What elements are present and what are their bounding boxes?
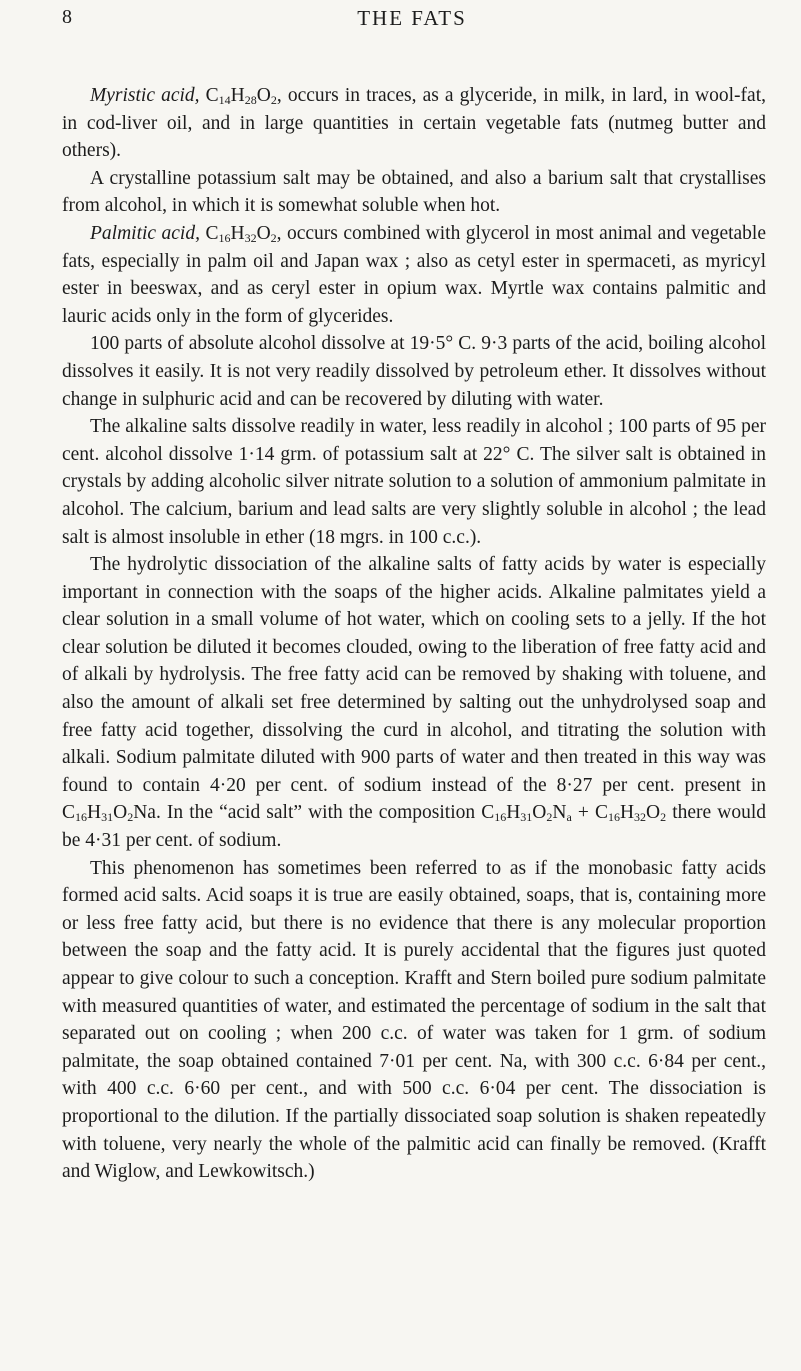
body-text <box>62 82 766 1186</box>
acid-salts-paragraph: This phenomenon has sometimes been referred to as if the monobasic fatty acids formed acid salts. Acid soaps it is true are easily obtained, soaps, that is, containing more or less free fatty acid, but there is no evidence that there is any molecular proportion between the soap and the fatty acid. It is purely accidental that the figures just quoted appear to give colour to such a conception. Krafft and Stern boiled pure sodium palmitate with measured quantities of water, and estimated the percentage of sodium in the salt that separated out on cooling ; when 200 c.c. of water was taken for 1 grm. of sodium palmitate, the soap obtained contained 7·01 per cent. Na, with 300 c.c. 6·84 per cent., with 400 c.c. 6·60 per cent., and with 500 c.c. 6·04 per cent. The dissociation is proportional to the dilution. If the partially dissociated soap solution is shaken repeatedly with toluene, very nearly the whole of the palmitic acid can finally be removed. (Krafft and Wiglow, and Lewkowitsch.) <box>62 857 766 1183</box>
myristic-acid-name: Myristic acid, <box>90 85 200 106</box>
running-head: THE FATS <box>357 6 467 30</box>
palmitic-formula: $C_{16}H_{32}O_2$ <box>205 222 277 245</box>
myristic-formula: $C_{14}H_{28}O_2$ <box>205 85 277 107</box>
palmitic-solubility-paragraph: 100 parts of absolute alcohol dissolve at 19·5° C. 9·3 parts of the acid, boiling alcohol dissolves it easily. It is not very readily dissolved by petroleum ether. It dissolves without change in sulphuric acid and can be recovered by diluting with water. <box>62 333 766 410</box>
alkaline-salts-paragraph: The alkaline salts dissolve readily in water, less readily in alcohol ; 100 parts of 95 per cent. alcohol dissolve 1·14 grm. of potassium salt at 22° C. The silver salt is obtained in crystals by adding alcoholic silver nitrate solution to a solution of ammonium palmitate in alcohol. The calcium, barium and lead salts are very slightly soluble in alcohol ; the lead salt is almost insoluble in ether (18 mgrs. in 100 c.c.). <box>62 416 766 548</box>
palmitic-acid-name: Palmitic acid, <box>90 222 200 244</box>
myristic-occurrence-text: , occurs in traces, as a glyceride, in milk, in lard, in wool-fat, in cod-liver oil, and in large quantities in certain vegetable fats (nutmeg butter and others). <box>62 85 766 162</box>
page-header <box>62 6 762 40</box>
sodium-palmitate-formula: $C_{16}H_{31}O_2Na$ <box>62 802 156 825</box>
palmitic-paragraph <box>62 220 766 330</box>
acid-salt-formula: $C_{16}H_{31}O_2N_a + C_{16}H_{32}O_2$ <box>481 802 667 825</box>
page-number: 8 <box>62 6 72 28</box>
hydrolytic-dissociation-paragraph: The hydrolytic dissociation of the alkaline salts of fatty acids by water is especially important in connection with the soaps of the higher acids. Alkaline palmitates yield a clear solution in a small volume of hot water, which on cooling sets to a jelly. If the hot clear solution be diluted it becomes clouded, owing to the liberation of free fatty acid and of alkali by hydrolysis. The free fatty acid can be removed by shaking with toluene, and also the amount of alkali set free determined by salting out the unhydrolysed soap and free fatty acid together, dissolving the curd in alcohol, and titrating the solution with alkali. Sodium palmitate diluted with 900 parts of water and then treated in this way was found to contain 4·20 per cent. of sodium instead of the 8·27 per cent. present in $C_{16}H_{31}O_2Na$. In the “acid salt” with the composition $C_{16}H_{31}O_2N_a + C_{16}H_{32}O_2$ there would be 4·31 per cent. of sodium. <box>62 554 766 852</box>
palmitic-occurrence-text: , occurs combined with glycerol in most animal and vegetable fats, especially in palm oil and Japan wax ; also as cetyl ester in spermaceti, as myricyl ester in beeswax, and as ceryl ester in opium wax. Myrtle wax contains palmitic and lauric acids only in the form of glycerides. <box>62 222 766 327</box>
myristic-salts-paragraph: A crystalline potassium salt may be obtained, and also a barium salt that crystallises from alcohol, in which it is somewhat soluble when hot. <box>62 167 766 217</box>
myristic-paragraph <box>62 82 766 165</box>
